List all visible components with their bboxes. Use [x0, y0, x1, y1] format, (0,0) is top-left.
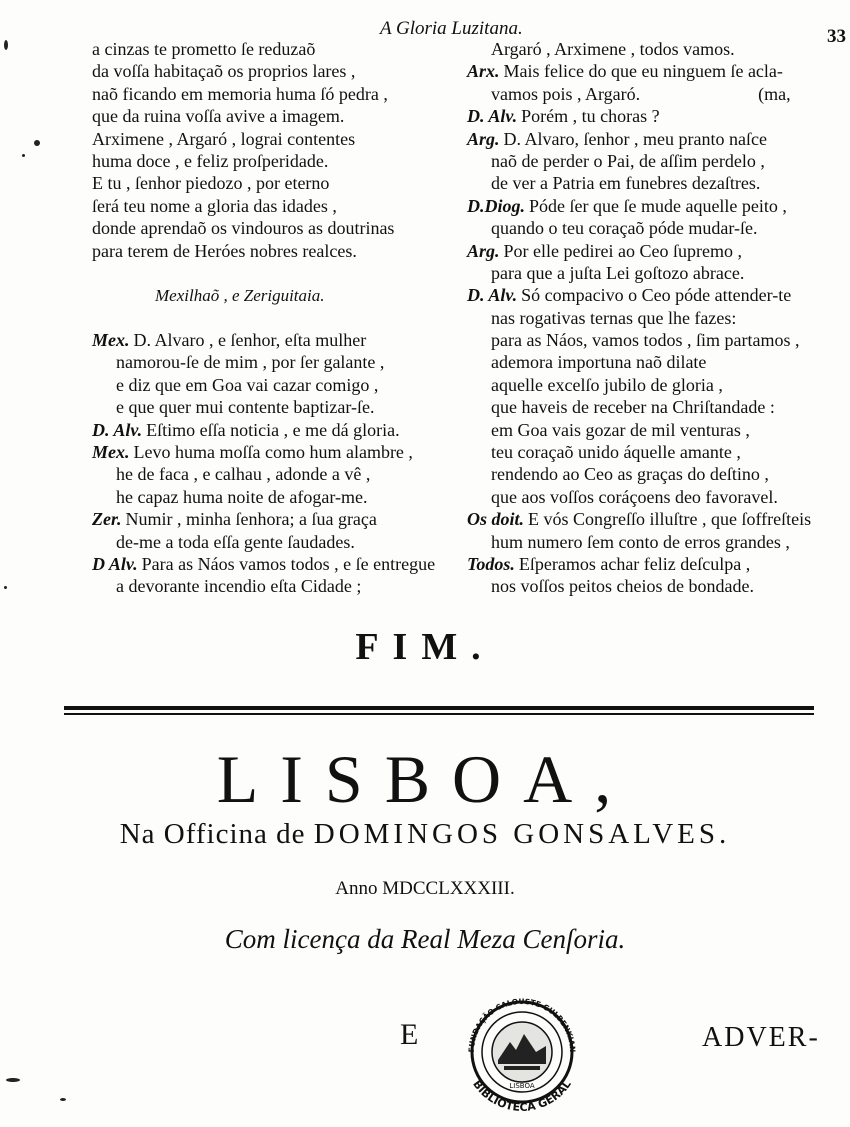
verse-text: Eſtimo eſſa noticia , e me dá gloria.	[146, 419, 400, 440]
ink-speck	[4, 586, 7, 589]
verse-text: huma doce , e feliz proſperidade.	[92, 150, 329, 171]
verse-text: D. Alvaro, ſenhor , meu pranto naſce	[503, 128, 767, 149]
verse-line	[92, 60, 435, 82]
verse-text: donde aprendaõ os vindouros as doutrinas	[92, 218, 395, 239]
verse-line	[467, 531, 811, 553]
right-column	[467, 38, 811, 598]
verse-line	[92, 150, 435, 172]
ink-speck	[60, 1098, 66, 1101]
verse-line	[92, 463, 435, 485]
verse-text: que haveis de receber na Chriſtandade :	[491, 397, 775, 418]
stamp-top-text: FUNDAÇÃO CALOUSTE GULBENKIAN	[466, 996, 578, 1053]
verse-line	[467, 396, 811, 418]
printer-name: DOMINGOS GONSALVES.	[313, 818, 731, 850]
catchword-left: E	[400, 1018, 419, 1051]
verse-text: namorou-ſe de mim , por ſer galante ,	[116, 352, 385, 373]
speaker-label: Zer.	[92, 509, 122, 530]
verse-line	[467, 463, 811, 485]
verse-text: que da ruina voſſa avive a imagem.	[92, 106, 345, 127]
verse-line	[92, 531, 435, 553]
verse-text: naõ ficando em memoria huma ſó pedra ,	[92, 83, 388, 104]
verse-text: D. Alvaro , e ſenhor, eſta mulher	[133, 330, 367, 351]
verse-text: e que quer mui contente baptizar-ſe.	[116, 397, 375, 418]
verse-text: nos voſſos peitos cheios de bondade.	[491, 576, 754, 597]
speaker-label: Arg.	[467, 240, 500, 261]
stamp-middle-text: LISBOA	[509, 1082, 535, 1090]
stamp-bottom-text: BIBLIOTECA GERAL	[470, 1077, 574, 1114]
speaker-label: D. Alv.	[92, 419, 143, 440]
speaker-label: Os doit.	[467, 509, 525, 530]
verse-line	[92, 508, 435, 530]
speaker-label: D. Alv.	[467, 285, 518, 306]
page-number: 33	[827, 26, 846, 47]
verse-text: e diz que em Goa vai cazar comigo ,	[116, 374, 379, 395]
verse-text: Argaró , Arximene , todos vamos.	[491, 39, 735, 59]
verse-text: E tu , ſenhor piedozo , por eterno	[92, 173, 330, 194]
double-rule-thick	[64, 706, 814, 710]
verse-line	[467, 553, 811, 575]
ink-speck	[4, 40, 8, 50]
verse-text: rendendo ao Ceo as graças do deſtino ,	[491, 464, 769, 485]
ink-speck	[22, 154, 25, 157]
verse-line	[467, 60, 811, 82]
verse-line	[467, 508, 811, 530]
verse-text: Póde ſer que ſe mude aquelle peito ,	[529, 195, 787, 216]
verse-text: vamos pois , Argaró.	[491, 83, 641, 104]
verse-line	[92, 38, 435, 60]
library-seal-icon	[452, 990, 592, 1120]
library-stamp	[452, 990, 592, 1120]
verse-line	[92, 262, 435, 284]
verse-text: para terem de Heróes nobres realces.	[92, 240, 357, 261]
verse-text: Para as Náos vamos todos , e ſe entregue	[141, 553, 436, 574]
speaker-label: Arx.	[467, 61, 500, 82]
verse-line	[92, 105, 435, 127]
running-title: A Gloria Luzitana.	[380, 18, 523, 39]
speaker-label: D.Diog.	[467, 195, 525, 216]
verse-line	[467, 83, 811, 105]
verse-line	[467, 195, 811, 217]
verse-line	[467, 351, 811, 373]
verse-line	[467, 38, 811, 60]
verse-text: Mais felice do que eu ninguem ſe acla-	[503, 61, 783, 82]
verse-line	[467, 441, 811, 463]
verse-line	[467, 150, 811, 172]
verse-line	[467, 128, 811, 150]
verse-line	[92, 128, 435, 150]
verse-line	[92, 307, 435, 329]
verse-line	[92, 172, 435, 194]
verse-line	[467, 284, 811, 306]
imprint-license: Com licença da Real Meza Cenſoria.	[224, 924, 626, 954]
verse-line	[92, 396, 435, 418]
verse-line	[467, 217, 811, 239]
imprint-year: Anno MDCCLXXXIII.	[335, 878, 515, 899]
verse-text: he de faca , e calhau , adonde a vê ,	[116, 464, 371, 485]
left-column	[92, 38, 435, 598]
speaker-label: Todos.	[467, 553, 515, 574]
verse-text: teu coraçaõ unido áquelle amante ,	[491, 442, 741, 463]
double-rule-thin	[64, 713, 814, 715]
verse-line	[92, 240, 435, 262]
verse-line	[92, 441, 435, 463]
catchword-right: ADVER-	[702, 1022, 820, 1053]
verse-line	[467, 486, 811, 508]
verse-text: he capaz huma noite de afogar-me.	[116, 486, 368, 507]
verse-line	[92, 217, 435, 239]
verse-text: ſerá teu nome a gloria das idades ,	[92, 195, 337, 216]
verse-line	[467, 307, 811, 329]
verse-text: para que a juſta Lei goſtozo abrace.	[491, 262, 745, 283]
verse-line	[467, 172, 811, 194]
verse-text: da voſſa habitaçaõ os proprios lares ,	[92, 61, 356, 82]
printer-prefix: Na Officina de	[119, 818, 306, 850]
speaker-label: D Alv.	[92, 553, 138, 574]
verse-line	[92, 486, 435, 508]
verse-line	[92, 553, 435, 575]
verse-text: de ver a Patria em funebres dezaſtres.	[491, 173, 761, 194]
speaker-label: D. Alv.	[467, 106, 518, 127]
verse-line	[467, 575, 811, 597]
verse-text: a devorante incendio eſta Cidade ;	[116, 576, 362, 597]
speaker-label: Mex.	[92, 442, 130, 463]
verse-text: aquelle excelſo jubilo de gloria ,	[491, 374, 723, 395]
ink-speck	[34, 140, 40, 146]
verse-line	[92, 195, 435, 217]
verse-line	[92, 374, 435, 396]
verse-line	[467, 419, 811, 441]
verse-line	[92, 329, 435, 351]
verse-line	[92, 351, 435, 373]
verse-text: Eſperamos achar feliz deſculpa ,	[518, 553, 751, 574]
verse-text: naõ de perder o Pai, de aſſim perdelo ,	[491, 150, 765, 171]
verse-text: hum numero ſem conto de erros grandes ,	[491, 531, 790, 552]
verse-text: que aos voſſos coráçoens deo favoravel.	[491, 486, 778, 507]
verse-text: quando o teu coraçaõ póde mudar-ſe.	[491, 218, 758, 239]
verse-line	[92, 575, 435, 597]
verse-line	[92, 419, 435, 441]
speaker-label: Mex.	[92, 330, 130, 351]
verse-text: Por elle pedirei ao Ceo ſupremo ,	[503, 240, 742, 261]
verse-text: para as Náos, vamos todos , ſim partamos ,	[491, 330, 800, 351]
fim-heading: FIM.	[355, 626, 495, 668]
imprint-printer	[0, 818, 850, 851]
verse-text: nas rogativas ternas que lhe fazes:	[491, 307, 737, 328]
verse-text: ademora importuna naõ dilate	[491, 352, 707, 373]
verse-line	[467, 329, 811, 351]
stage-direction: Mexilhaõ , e Zeriguitaia.	[155, 286, 325, 305]
verse-line	[467, 374, 811, 396]
verse-text: a cinzas te prometto ſe reduzaõ	[92, 39, 316, 59]
ink-speck	[6, 1078, 20, 1082]
verse-line	[92, 83, 435, 105]
speaker-label: Arg.	[467, 128, 500, 149]
verse-line	[467, 262, 811, 284]
verse-text: Numir , minha ſenhora; a ſua graça	[125, 509, 377, 530]
verse-text: Só compacivo o Ceo póde attender-te	[521, 285, 792, 306]
verse-tail: (ma,	[758, 83, 791, 104]
verse-text: Levo huma moſſa como hum alambre ,	[133, 442, 413, 463]
verse-text: E vós Congreſſo illuſtre , que ſoffreſteis	[528, 509, 812, 530]
imprint-city: LISBOA,	[216, 741, 634, 817]
verse-text: Porém , tu choras ?	[521, 106, 660, 127]
verse-line	[467, 105, 811, 127]
verse-text: de-me a toda eſſa gente ſaudades.	[116, 531, 355, 552]
verse-text: em Goa vais gozar de mil venturas ,	[491, 419, 750, 440]
verse-text: Arximene , Argaró , lograi contentes	[92, 128, 356, 149]
verse-line	[467, 240, 811, 262]
